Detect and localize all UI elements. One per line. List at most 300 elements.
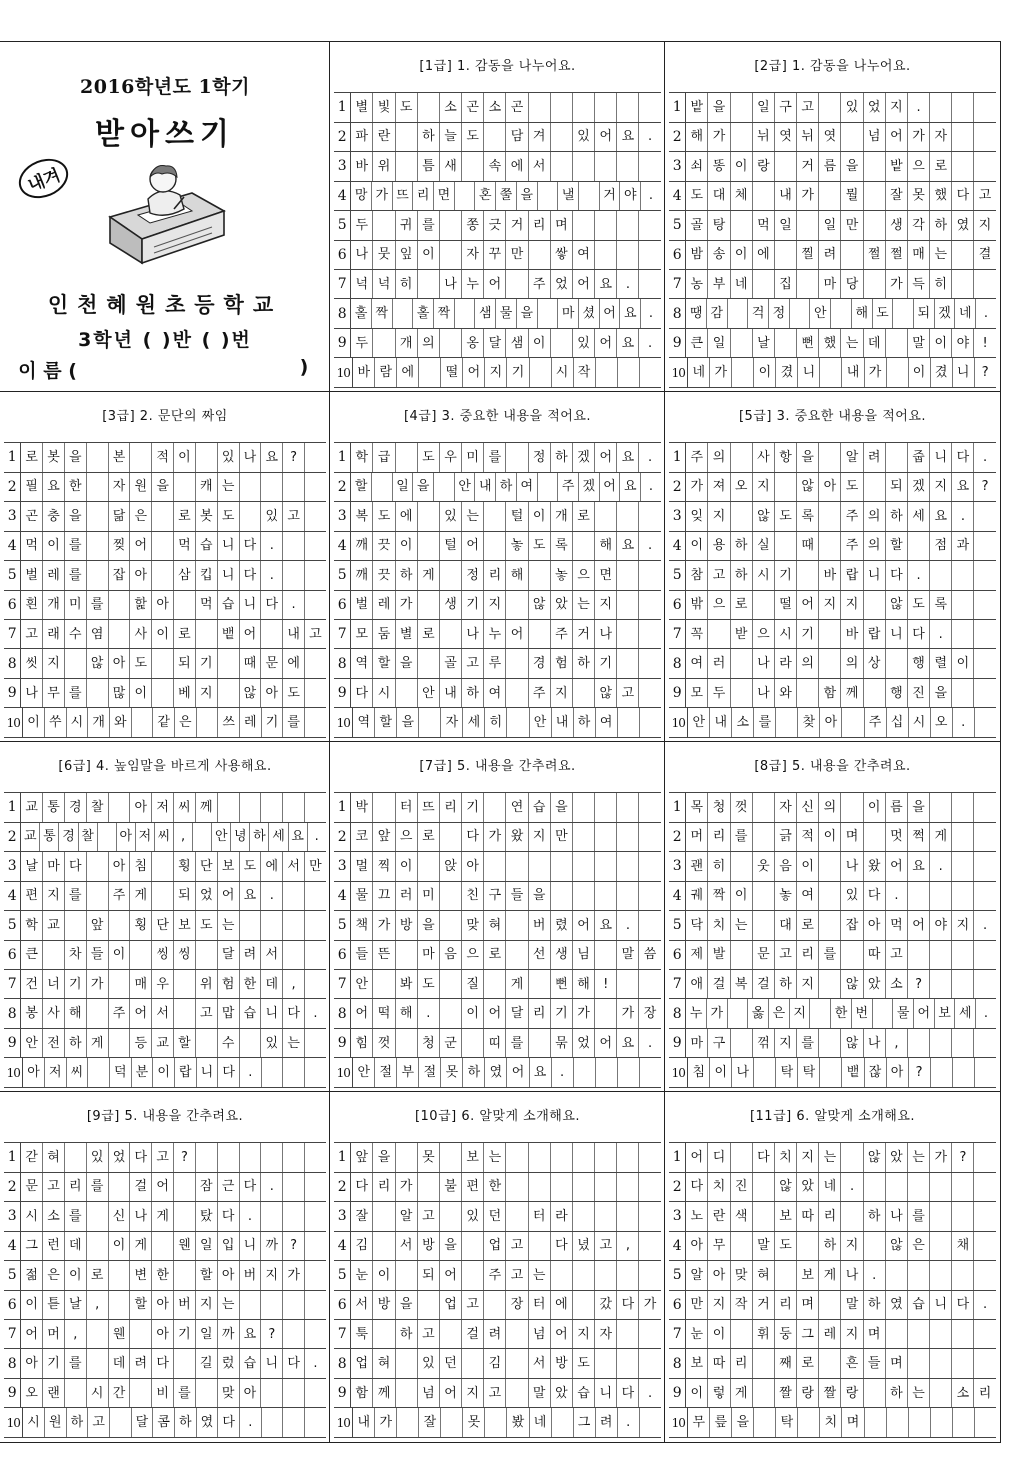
dictation-line bbox=[334, 1058, 661, 1087]
dictation-line bbox=[334, 620, 661, 649]
manuscript-cell: 잘 bbox=[419, 1408, 441, 1436]
manuscript-cell: 있 bbox=[440, 502, 462, 530]
manuscript-cell: ? bbox=[283, 1232, 305, 1260]
manuscript-cell: 나 bbox=[462, 620, 484, 648]
manuscript-cell: 쇠 bbox=[686, 152, 708, 180]
manuscript-cell: 되 bbox=[914, 299, 935, 327]
manuscript-cell bbox=[261, 911, 283, 939]
manuscript-cell: 아 bbox=[23, 1058, 45, 1086]
manuscript-cell: 해 bbox=[396, 999, 418, 1027]
manuscript-cell: 했 bbox=[930, 182, 952, 210]
dictation-line bbox=[669, 442, 996, 472]
manuscript-cell: 요 bbox=[952, 473, 974, 501]
manuscript-cell bbox=[529, 1232, 551, 1260]
line-number: 2 bbox=[669, 1173, 686, 1201]
manuscript-cell: 구 bbox=[775, 93, 797, 121]
line-number: 10 bbox=[4, 708, 23, 736]
manuscript-cell: 달 bbox=[484, 329, 506, 357]
manuscript-cell: 문 bbox=[753, 941, 775, 969]
manuscript-cell bbox=[109, 970, 131, 998]
manuscript-cell: 기 bbox=[65, 970, 87, 998]
manuscript-cell bbox=[930, 1173, 952, 1201]
line-number: 9 bbox=[669, 679, 686, 707]
manuscript-cell bbox=[930, 793, 952, 821]
manuscript-cell: ? bbox=[909, 1058, 931, 1086]
manuscript-cell: 도 bbox=[418, 443, 440, 471]
manuscript-cell bbox=[573, 679, 595, 707]
manuscript-cells bbox=[686, 502, 996, 530]
manuscript-cell: 이 bbox=[909, 358, 931, 386]
manuscript-cells bbox=[23, 708, 326, 736]
manuscript-cell: 알 bbox=[396, 1202, 418, 1230]
manuscript-cell: 히 bbox=[708, 852, 730, 880]
manuscript-cell bbox=[797, 270, 819, 298]
manuscript-cell: 매 bbox=[130, 970, 152, 998]
manuscript-cell: 렸 bbox=[551, 911, 573, 939]
manuscript-cell: 자 bbox=[441, 708, 463, 736]
manuscript-cell bbox=[440, 241, 462, 269]
manuscript-cell: 지 bbox=[841, 1320, 863, 1348]
manuscript-cell bbox=[87, 561, 109, 589]
manuscript-cell: 는 bbox=[731, 911, 753, 939]
manuscript-cell: 가 bbox=[686, 473, 708, 501]
manuscript-cell: 렬 bbox=[930, 649, 952, 677]
dictation-line bbox=[334, 532, 661, 561]
manuscript-cell: 로 bbox=[87, 1261, 109, 1289]
dictation-line bbox=[4, 561, 326, 590]
manuscript-cell: 까 bbox=[261, 1232, 283, 1260]
line-number: 5 bbox=[334, 1261, 351, 1289]
manuscript-cell bbox=[305, 443, 326, 471]
manuscript-cell: 주 bbox=[558, 473, 579, 501]
manuscript-cell: 두 bbox=[351, 211, 373, 239]
manuscript-cell bbox=[864, 473, 886, 501]
manuscript-cell bbox=[418, 649, 440, 677]
manuscript-cell: 짝 bbox=[372, 299, 393, 327]
manuscript-cell bbox=[776, 708, 798, 736]
manuscript-cell: 아 bbox=[686, 1232, 708, 1260]
line-number: 3 bbox=[334, 502, 351, 530]
manuscript-cell: 하 bbox=[864, 1202, 886, 1230]
manuscript-cell: 습 bbox=[908, 1291, 930, 1319]
dictation-line bbox=[334, 1232, 661, 1261]
manuscript-cell: 아 bbox=[130, 793, 152, 821]
dictation-line bbox=[669, 1291, 996, 1320]
manuscript-cell bbox=[373, 793, 395, 821]
manuscript-cell: 여 bbox=[484, 679, 506, 707]
manuscript-cell: 이 bbox=[21, 1291, 43, 1319]
manuscript-cell: 이 bbox=[130, 679, 152, 707]
manuscript-cell: 이 bbox=[952, 649, 974, 677]
manuscript-cell: 다 bbox=[65, 852, 87, 880]
manuscript-cell bbox=[506, 591, 528, 619]
manuscript-cell: 다 bbox=[351, 1173, 373, 1201]
manuscript-cell bbox=[639, 591, 660, 619]
manuscript-cell: 침 bbox=[130, 852, 152, 880]
manuscript-cell: 어 bbox=[600, 473, 621, 501]
manuscript-cell bbox=[753, 793, 775, 821]
manuscript-cell: 미 bbox=[462, 443, 484, 471]
dictation-lines bbox=[4, 1142, 326, 1438]
manuscript-cell: 면 bbox=[434, 182, 455, 210]
manuscript-cell bbox=[240, 502, 262, 530]
line-number: 6 bbox=[669, 941, 686, 969]
manuscript-cell: 고 bbox=[506, 1232, 528, 1260]
manuscript-cell: 머 bbox=[43, 1320, 65, 1348]
manuscript-cell bbox=[639, 823, 660, 851]
manuscript-cell: 고 bbox=[595, 1232, 617, 1260]
manuscript-cells bbox=[351, 970, 661, 998]
manuscript-cell bbox=[974, 532, 995, 560]
manuscript-cell: 뭘 bbox=[841, 182, 863, 210]
manuscript-cell: . bbox=[261, 561, 283, 589]
manuscript-cell: 께 bbox=[196, 793, 218, 821]
manuscript-cell: 데 bbox=[261, 970, 283, 998]
manuscript-cell bbox=[418, 502, 440, 530]
manuscript-cell: 젊 bbox=[21, 1261, 43, 1289]
dictation-line bbox=[334, 823, 661, 852]
manuscript-cell bbox=[617, 649, 639, 677]
manuscript-cell bbox=[283, 473, 305, 501]
manuscript-cell: 한 bbox=[65, 473, 87, 501]
grade-header: [7급] 5. 내용을 간추려요. bbox=[419, 759, 576, 775]
manuscript-cell: 지 bbox=[978, 217, 992, 233]
manuscript-cell: 여 bbox=[517, 473, 538, 501]
manuscript-cells bbox=[21, 1379, 326, 1407]
manuscript-cell bbox=[396, 152, 418, 180]
manuscript-cells bbox=[353, 358, 661, 386]
manuscript-cell: 쭐 bbox=[496, 182, 517, 210]
manuscript-cell: 다 bbox=[152, 1349, 174, 1377]
manuscript-cell: 며 bbox=[864, 1320, 886, 1348]
dictation-line bbox=[669, 152, 996, 181]
manuscript-cell: 안 bbox=[455, 473, 476, 501]
manuscript-cell bbox=[506, 941, 528, 969]
manuscript-cell bbox=[65, 911, 87, 939]
manuscript-cell: 로 bbox=[930, 152, 952, 180]
manuscript-cell bbox=[109, 591, 131, 619]
manuscript-cell bbox=[618, 1058, 640, 1086]
manuscript-cell: 있 bbox=[841, 882, 863, 910]
line-number: 4 bbox=[334, 882, 351, 910]
manuscript-cell: 복 bbox=[731, 970, 753, 998]
manuscript-cell: . bbox=[552, 1058, 574, 1086]
manuscript-cell bbox=[305, 1291, 326, 1319]
manuscript-cell bbox=[573, 93, 595, 121]
manuscript-cell: 바 bbox=[353, 358, 375, 386]
manuscript-cell: 걸 bbox=[462, 1320, 484, 1348]
manuscript-cell: 교 bbox=[21, 823, 40, 851]
manuscript-cell: 밖 bbox=[686, 591, 708, 619]
line-number: 1 bbox=[669, 443, 686, 471]
dictation-line bbox=[669, 1173, 996, 1202]
dictation-line bbox=[4, 823, 326, 852]
manuscript-cell: 참 bbox=[686, 561, 708, 589]
dictation-line bbox=[334, 911, 661, 940]
manuscript-cell bbox=[886, 329, 908, 357]
manuscript-cell: 달 bbox=[218, 941, 240, 969]
manuscript-cell: 자 bbox=[109, 473, 131, 501]
line-number: 9 bbox=[334, 679, 351, 707]
manuscript-cell: 머 bbox=[686, 823, 708, 851]
manuscript-cell: 안 bbox=[810, 299, 831, 327]
manuscript-cell: 이 bbox=[864, 793, 886, 821]
line-number: 2 bbox=[334, 473, 351, 501]
manuscript-cell: 적 bbox=[797, 823, 819, 851]
manuscript-cell: 데 bbox=[864, 329, 886, 357]
manuscript-cell bbox=[775, 329, 797, 357]
manuscript-cell: 보 bbox=[462, 1143, 484, 1171]
manuscript-cell: 다 bbox=[351, 679, 373, 707]
manuscript-cell: 을 bbox=[841, 152, 863, 180]
manuscript-cell bbox=[819, 1349, 841, 1377]
manuscript-cell: 각 bbox=[908, 211, 930, 239]
manuscript-cell bbox=[841, 241, 863, 269]
manuscript-cell: 할 bbox=[375, 708, 397, 736]
manuscript-cell: 있 bbox=[218, 443, 240, 471]
manuscript-cell bbox=[529, 970, 551, 998]
manuscript-cell bbox=[931, 1058, 953, 1086]
manuscript-cell: 다 bbox=[886, 561, 908, 589]
manuscript-cell bbox=[484, 532, 506, 560]
manuscript-cell: 맞 bbox=[462, 911, 484, 939]
manuscript-cell: 니 bbox=[595, 1379, 617, 1407]
manuscript-cell: 라 bbox=[775, 649, 797, 677]
dictation-line bbox=[4, 1029, 326, 1058]
manuscript-cell: 록 bbox=[797, 502, 819, 530]
manuscript-cell: 했 bbox=[819, 329, 841, 357]
manuscript-cell: 달 bbox=[506, 999, 528, 1027]
line-number: 5 bbox=[4, 561, 21, 589]
manuscript-cell bbox=[974, 882, 995, 910]
manuscript-cell: 않 bbox=[886, 591, 908, 619]
manuscript-cell: 방 bbox=[396, 911, 418, 939]
manuscript-cell: 일 bbox=[708, 329, 730, 357]
manuscript-cell: 면 bbox=[595, 561, 617, 589]
manuscript-cell: 탁 bbox=[798, 1058, 820, 1086]
manuscript-cells bbox=[351, 1349, 661, 1377]
manuscript-cell bbox=[952, 591, 974, 619]
manuscript-cell bbox=[261, 620, 283, 648]
manuscript-cell: 휘 bbox=[753, 1320, 775, 1348]
manuscript-cell: 짤 bbox=[775, 1379, 797, 1407]
manuscript-cell: 하 bbox=[551, 443, 573, 471]
manuscript-cell: 게 bbox=[819, 1261, 841, 1289]
manuscript-cell: 웃 bbox=[753, 852, 775, 880]
manuscript-cell: 맙 bbox=[218, 999, 240, 1027]
manuscript-cell bbox=[573, 823, 595, 851]
manuscript-cell: 다 bbox=[283, 999, 305, 1027]
manuscript-cell: 거 bbox=[600, 182, 621, 210]
manuscript-cell: 주 bbox=[865, 708, 887, 736]
dictation-line bbox=[669, 1202, 996, 1231]
manuscript-cell bbox=[130, 1379, 152, 1407]
manuscript-cell: 절 bbox=[419, 1058, 441, 1086]
manuscript-cell: 두 bbox=[351, 329, 373, 357]
manuscript-cell: 일 bbox=[775, 211, 797, 239]
manuscript-cell: 나 bbox=[841, 1261, 863, 1289]
manuscript-cell bbox=[775, 152, 797, 180]
dictation-line bbox=[669, 1232, 996, 1261]
manuscript-cell: . bbox=[983, 306, 989, 322]
manuscript-cell: 지 bbox=[43, 649, 65, 677]
manuscript-cell: 어 bbox=[440, 1261, 462, 1289]
manuscript-cell bbox=[484, 852, 506, 880]
manuscript-cell bbox=[887, 1408, 909, 1436]
manuscript-cell: 려 bbox=[130, 1349, 152, 1377]
dictation-line bbox=[334, 1029, 661, 1058]
manuscript-cell bbox=[952, 679, 974, 707]
manuscript-cell: 찰 bbox=[87, 793, 109, 821]
manuscript-cell: . bbox=[618, 1408, 640, 1436]
dictation-line bbox=[334, 708, 661, 737]
manuscript-cell bbox=[174, 1202, 196, 1230]
manuscript-cell bbox=[529, 561, 551, 589]
manuscript-cell: 분 bbox=[132, 1058, 154, 1086]
manuscript-cell: 래 bbox=[43, 620, 65, 648]
manuscript-cell: 와 bbox=[775, 679, 797, 707]
manuscript-cells bbox=[686, 679, 996, 707]
manuscript-cell bbox=[595, 1143, 617, 1171]
manuscript-cell: 있 bbox=[573, 123, 595, 151]
manuscript-cell: 장 bbox=[506, 1291, 528, 1319]
manuscript-cell: 가 bbox=[396, 1173, 418, 1201]
manuscript-cell: 져 bbox=[708, 473, 730, 501]
manuscript-cells bbox=[686, 1232, 996, 1260]
manuscript-cell: 셨 bbox=[579, 299, 600, 327]
manuscript-cell: 떨 bbox=[775, 591, 797, 619]
manuscript-cell bbox=[418, 532, 440, 560]
manuscript-cell: 지 bbox=[797, 970, 819, 998]
line-number: 6 bbox=[669, 1291, 686, 1319]
manuscript-cell bbox=[551, 1173, 573, 1201]
grade-panel bbox=[664, 391, 1001, 743]
manuscript-cell: 기 bbox=[775, 561, 797, 589]
manuscript-cell bbox=[754, 1408, 776, 1436]
manuscript-cell: 홀 bbox=[351, 299, 372, 327]
line-number: 7 bbox=[334, 270, 351, 298]
manuscript-cell: 리 bbox=[731, 1349, 753, 1377]
manuscript-cell: 리 bbox=[978, 1385, 992, 1401]
dictation-line bbox=[334, 1261, 661, 1290]
manuscript-cell bbox=[639, 93, 660, 121]
manuscript-cell bbox=[396, 1029, 418, 1057]
manuscript-cell bbox=[731, 211, 753, 239]
manuscript-cell: 리 bbox=[775, 1291, 797, 1319]
dictation-line bbox=[334, 182, 661, 211]
manuscript-cell bbox=[506, 1379, 528, 1407]
manuscript-cell: 혀 bbox=[373, 1349, 395, 1377]
manuscript-cell: 여 bbox=[797, 882, 819, 910]
manuscript-cell: 니 bbox=[261, 1349, 283, 1377]
manuscript-cell: 아 bbox=[152, 591, 174, 619]
manuscript-cell: 다 bbox=[130, 1143, 152, 1171]
manuscript-cell: 교 bbox=[43, 911, 65, 939]
line-number: 5 bbox=[334, 211, 351, 239]
manuscript-cell: 역 bbox=[351, 649, 373, 677]
dictation-line bbox=[334, 1408, 661, 1437]
manuscript-cell bbox=[305, 911, 326, 939]
manuscript-cell bbox=[753, 1379, 775, 1407]
manuscript-cells bbox=[353, 1408, 661, 1436]
line-number: 9 bbox=[334, 1379, 351, 1407]
manuscript-cell: 으 bbox=[462, 941, 484, 969]
dictation-lines bbox=[334, 92, 661, 388]
manuscript-cell: 어 bbox=[595, 443, 617, 471]
manuscript-cell: 해 bbox=[852, 299, 873, 327]
manuscript-cell bbox=[484, 970, 506, 998]
manuscript-cell: 넘 bbox=[418, 1379, 440, 1407]
manuscript-cell: 요 bbox=[620, 473, 641, 501]
dictation-line bbox=[669, 299, 996, 328]
manuscript-cell: 위 bbox=[373, 152, 395, 180]
line-number: 10 bbox=[4, 1408, 23, 1436]
dictation-line bbox=[334, 882, 661, 911]
manuscript-cell: 있 bbox=[261, 1029, 283, 1057]
manuscript-cells bbox=[688, 1058, 996, 1086]
line-number: 7 bbox=[669, 620, 686, 648]
manuscript-cell: 은 bbox=[175, 708, 197, 736]
manuscript-cell: 었 bbox=[573, 1029, 595, 1057]
manuscript-cell bbox=[908, 1261, 930, 1289]
manuscript-cell: 통 bbox=[43, 793, 65, 821]
manuscript-cell: 잊 bbox=[686, 502, 708, 530]
manuscript-cell: 모 bbox=[686, 679, 708, 707]
manuscript-cell: 레 bbox=[43, 561, 65, 589]
manuscript-cell: 던 bbox=[440, 1349, 462, 1377]
manuscript-cell: 안 bbox=[418, 679, 440, 707]
manuscript-cell: 이 bbox=[731, 882, 753, 910]
manuscript-cell: 문 bbox=[261, 649, 283, 677]
manuscript-cell: 나 bbox=[732, 1058, 754, 1086]
manuscript-cell bbox=[617, 620, 639, 648]
manuscript-cell bbox=[218, 649, 240, 677]
manuscript-cell bbox=[639, 1173, 660, 1201]
manuscript-cell bbox=[441, 1408, 463, 1436]
manuscript-cell bbox=[130, 443, 152, 471]
manuscript-cell: 뻔 bbox=[797, 329, 819, 357]
manuscript-cell bbox=[753, 182, 775, 210]
manuscript-cell: 작 bbox=[731, 1291, 753, 1319]
manuscript-cell: 람 bbox=[375, 358, 397, 386]
manuscript-cell: 아 bbox=[240, 1379, 262, 1407]
manuscript-cell: 고 bbox=[309, 626, 322, 642]
manuscript-cell bbox=[455, 299, 476, 327]
dictation-line bbox=[4, 941, 326, 970]
line-number: 1 bbox=[669, 1143, 686, 1171]
manuscript-cell bbox=[529, 241, 551, 269]
manuscript-cell bbox=[174, 1173, 196, 1201]
manuscript-cell bbox=[506, 1320, 528, 1348]
manuscript-cell: 왔 bbox=[864, 852, 886, 880]
manuscript-cell: 개 bbox=[88, 708, 110, 736]
manuscript-cell bbox=[484, 123, 506, 151]
dictation-line bbox=[334, 679, 661, 708]
manuscript-cell bbox=[529, 1029, 551, 1057]
manuscript-cell: 다 bbox=[283, 1349, 305, 1377]
manuscript-cell bbox=[974, 970, 995, 998]
manuscript-cell bbox=[731, 443, 753, 471]
dictation-line bbox=[669, 1261, 996, 1290]
manuscript-cell: 작 bbox=[574, 358, 596, 386]
manuscript-cells bbox=[351, 123, 661, 151]
manuscript-cells bbox=[686, 999, 996, 1027]
manuscript-cell: 그 bbox=[21, 1232, 43, 1260]
manuscript-cell bbox=[87, 882, 109, 910]
manuscript-cell: 녔 bbox=[573, 1232, 595, 1260]
manuscript-cell: 로 bbox=[418, 620, 440, 648]
manuscript-cell: 편 bbox=[462, 1173, 484, 1201]
